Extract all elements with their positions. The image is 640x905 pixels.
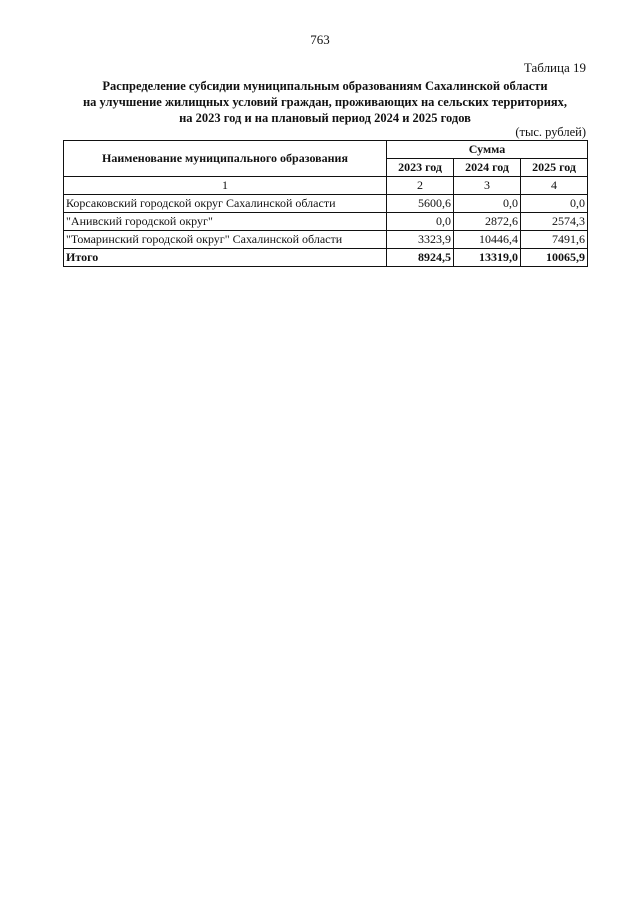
column-number: 2 [387, 177, 454, 195]
row-value-2023: 3323,9 [387, 231, 454, 249]
document-title [60, 78, 590, 126]
table-row [64, 213, 588, 231]
header-year-2024: 2024 год [454, 159, 521, 177]
column-number: 3 [454, 177, 521, 195]
column-number: 1 [64, 177, 387, 195]
table-label: Таблица 19 [523, 60, 586, 75]
page-number: 763 [310, 32, 330, 47]
column-numbers-row [64, 177, 588, 195]
subsidy-table [63, 140, 588, 267]
table-row [64, 195, 588, 213]
total-row [64, 249, 588, 267]
total-value-2025: 10065,9 [521, 249, 588, 267]
row-value-2024: 2872,6 [454, 213, 521, 231]
header-name: Наименование муниципального образования [64, 141, 387, 177]
units-label: (тыс. рублей) [515, 125, 586, 139]
header-year-2023: 2023 год [387, 159, 454, 177]
row-value-2025: 0,0 [521, 195, 588, 213]
header-year-2025: 2025 год [521, 159, 588, 177]
row-name: "Анивский городской округ" [64, 213, 387, 231]
column-number: 4 [521, 177, 588, 195]
total-label: Итого [64, 249, 387, 267]
title-line-3: на 2023 год и на плановый период 2024 и 2025 годов [179, 111, 471, 125]
total-value-2023: 8924,5 [387, 249, 454, 267]
row-name: "Томаринский городской округ" Сахалинской области [64, 231, 387, 249]
table-row [64, 231, 588, 249]
title-line-1: Распределение субсидии муниципальным образованиям Сахалинской области [102, 79, 548, 93]
row-value-2023: 0,0 [387, 213, 454, 231]
row-name: Корсаковский городской округ Сахалинской области [64, 195, 387, 213]
row-value-2023: 5600,6 [387, 195, 454, 213]
row-value-2025: 2574,3 [521, 213, 588, 231]
header-sum: Сумма [387, 141, 588, 159]
total-value-2024: 13319,0 [454, 249, 521, 267]
row-value-2025: 7491,6 [521, 231, 588, 249]
title-line-2: на улучшение жилищных условий граждан, проживающих на сельских территориях, [82, 95, 568, 109]
table-header-row [64, 141, 588, 159]
row-value-2024: 10446,4 [454, 231, 521, 249]
row-value-2024: 0,0 [454, 195, 521, 213]
